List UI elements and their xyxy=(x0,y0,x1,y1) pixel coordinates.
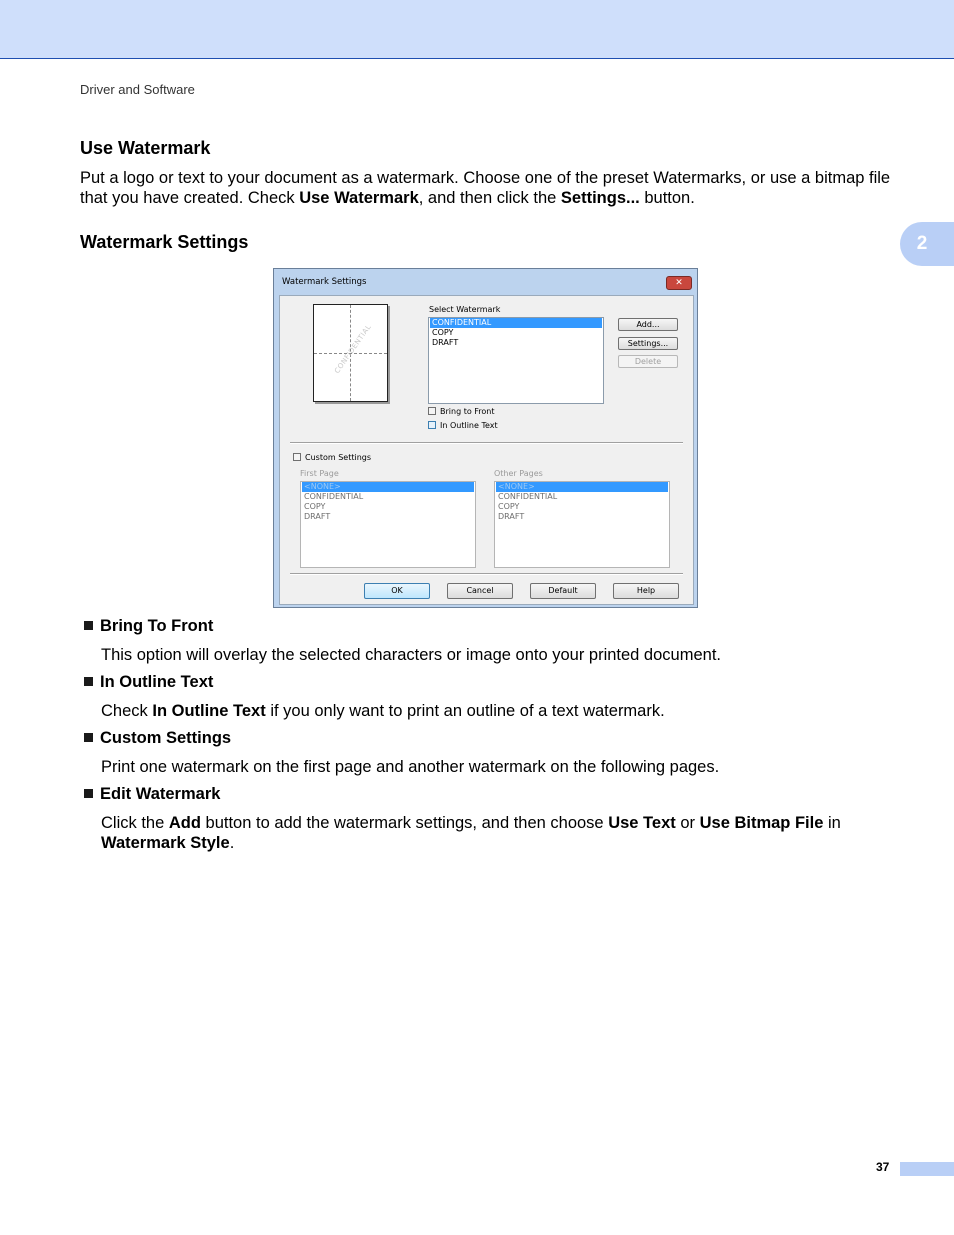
settings-button[interactable]: Settings... xyxy=(618,337,678,350)
outline-text-label: In Outline Text xyxy=(440,421,498,430)
text-run: button. xyxy=(639,189,695,207)
custom-settings-description xyxy=(101,757,901,777)
custom-settings-checkbox[interactable] xyxy=(293,453,301,461)
delete-button[interactable]: Delete xyxy=(618,355,678,368)
cancel-button[interactable]: Cancel xyxy=(447,583,513,599)
first-page-label: First Page xyxy=(300,469,339,478)
bring-to-front-checkbox[interactable] xyxy=(428,407,436,415)
first-page-option[interactable]: DRAFT xyxy=(304,512,331,521)
custom-settings-label: Custom Settings xyxy=(305,453,372,462)
heading-use-watermark: Use Watermark xyxy=(80,138,211,158)
use-watermark-paragraph xyxy=(80,168,900,208)
bring-to-front-description xyxy=(101,645,901,665)
text-run: or xyxy=(675,814,700,832)
watermark-preview xyxy=(313,304,388,402)
bold-term: Use Watermark xyxy=(299,189,419,207)
dialog-body xyxy=(279,295,694,605)
bullet-title: In Outline Text xyxy=(100,673,214,691)
other-pages-label: Other Pages xyxy=(494,469,543,478)
bold-term: Add xyxy=(168,814,201,832)
bullet-edit-watermark xyxy=(84,785,220,804)
first-page-option[interactable]: <NONE> xyxy=(302,482,474,492)
bold-term: Settings... xyxy=(560,189,640,207)
preview-watermark-text: CONFIDENTIAL xyxy=(333,323,373,375)
bullet-in-outline-text xyxy=(84,673,213,692)
other-pages-option[interactable]: <NONE> xyxy=(496,482,668,492)
add-button[interactable]: Add... xyxy=(618,318,678,331)
page-number: 37 xyxy=(876,1160,890,1174)
bullet-square-icon xyxy=(84,677,93,686)
select-watermark-label: Select Watermark xyxy=(429,305,501,314)
in-outline-text-description xyxy=(101,701,901,721)
page-number-bar xyxy=(900,1162,954,1176)
default-button[interactable]: Default xyxy=(530,583,596,599)
separator xyxy=(290,442,683,444)
running-header: Driver and Software xyxy=(80,82,195,97)
bold-term: Watermark Style xyxy=(101,834,230,852)
text-run: button to add the watermark settings, and then choose xyxy=(200,814,609,832)
bring-to-front-label: Bring to Front xyxy=(440,407,495,416)
edit-watermark-description xyxy=(101,813,881,853)
bullet-square-icon xyxy=(84,789,93,798)
text-run: if you only want to print an outline of a text watermark. xyxy=(265,702,665,720)
watermark-option[interactable]: COPY xyxy=(432,328,454,337)
text-run: Check xyxy=(101,702,153,720)
bold-term: In Outline Text xyxy=(152,702,266,720)
heading-watermark-settings: Watermark Settings xyxy=(80,232,249,252)
first-page-option[interactable]: CONFIDENTIAL xyxy=(304,492,364,501)
bold-term: Use Bitmap File xyxy=(699,814,824,832)
chapter-tab: 2 xyxy=(900,222,954,266)
bullet-square-icon xyxy=(84,621,93,630)
watermark-option[interactable]: CONFIDENTIAL xyxy=(430,318,602,328)
watermark-option[interactable]: DRAFT xyxy=(432,338,459,347)
separator xyxy=(290,573,683,575)
bullet-square-icon xyxy=(84,733,93,742)
first-page-option[interactable]: COPY xyxy=(304,502,326,511)
watermark-settings-dialog xyxy=(273,268,698,608)
other-pages-option[interactable]: DRAFT xyxy=(498,512,525,521)
first-page-list[interactable] xyxy=(300,481,476,568)
bullet-custom-settings xyxy=(84,729,231,748)
outline-text-checkbox[interactable] xyxy=(428,421,436,429)
ok-button[interactable]: OK xyxy=(364,583,430,599)
bullet-bring-to-front xyxy=(84,617,213,636)
other-pages-option[interactable]: COPY xyxy=(498,502,520,511)
bold-term: Use Text xyxy=(608,814,676,832)
bullet-title: Edit Watermark xyxy=(100,785,221,803)
text-run: . xyxy=(229,834,235,852)
other-pages-option[interactable]: CONFIDENTIAL xyxy=(498,492,558,501)
header-band xyxy=(0,0,954,59)
bullet-title: Bring To Front xyxy=(100,617,214,635)
help-button[interactable]: Help xyxy=(613,583,679,599)
select-watermark-list[interactable] xyxy=(428,317,604,404)
text-run: Put a logo or text to your document as a watermark. Choose one of the preset Watermarks, or use a bitmap file that you have created. Check xyxy=(80,169,891,207)
text-run: Click the xyxy=(101,814,169,832)
bullet-title: Custom Settings xyxy=(100,729,232,747)
dialog-title: Watermark Settings xyxy=(282,277,367,287)
text-run: This option will overlay the selected characters or image onto your printed document. xyxy=(101,646,721,664)
other-pages-list[interactable] xyxy=(494,481,670,568)
text-run: Print one watermark on the first page and another watermark on the following pages. xyxy=(101,758,720,776)
text-run: , and then click the xyxy=(418,189,561,207)
text-run: in xyxy=(823,814,841,832)
close-icon[interactable]: ✕ xyxy=(666,276,692,290)
